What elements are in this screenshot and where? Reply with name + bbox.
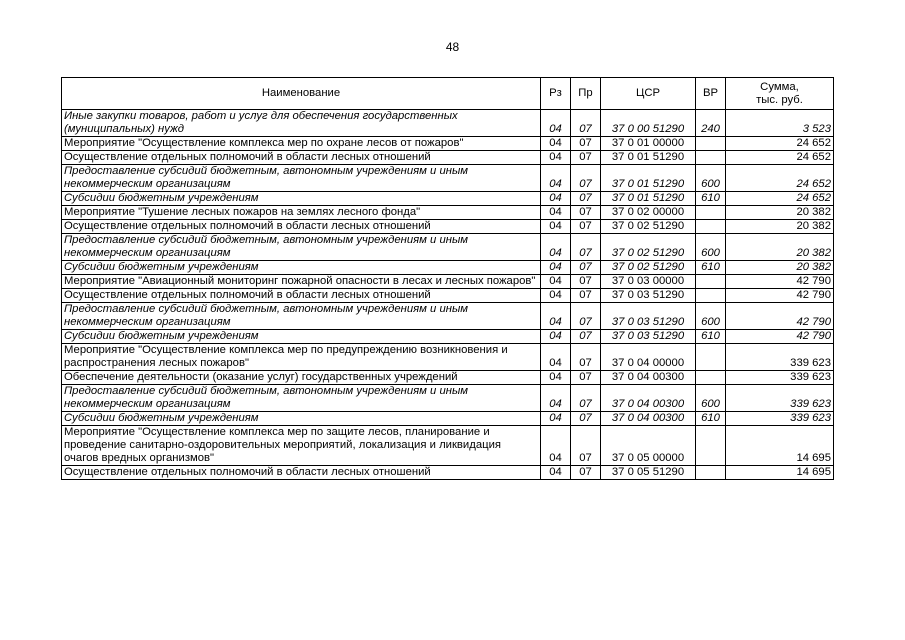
cell-name: Предоставление субсидий бюджетным, автономным учреждениям и иным некоммерческим организациям [62, 165, 541, 192]
cell-name: Предоставление субсидий бюджетным, автономным учреждениям и иным некоммерческим организациям [62, 303, 541, 330]
header-vr: ВР [696, 78, 726, 110]
cell-vr [696, 220, 726, 234]
cell-name: Осуществление отдельных полномочий в области лесных отношений [62, 220, 541, 234]
cell-sum: 3 523 [726, 110, 834, 137]
cell-vr [696, 206, 726, 220]
cell-vr: 610 [696, 330, 726, 344]
table-row [62, 261, 834, 275]
cell-name: Осуществление отдельных полномочий в области лесных отношений [62, 466, 541, 480]
cell-pr: 07 [571, 344, 601, 371]
table-row [62, 330, 834, 344]
cell-rz: 04 [541, 303, 571, 330]
cell-name: Осуществление отдельных полномочий в области лесных отношений [62, 289, 541, 303]
cell-vr [696, 137, 726, 151]
cell-csr: 37 0 04 00300 [601, 412, 696, 426]
cell-rz: 04 [541, 344, 571, 371]
cell-sum: 339 623 [726, 412, 834, 426]
table-row [62, 289, 834, 303]
cell-pr: 07 [571, 261, 601, 275]
cell-pr: 07 [571, 165, 601, 192]
cell-sum: 42 790 [726, 275, 834, 289]
cell-csr: 37 0 03 51290 [601, 289, 696, 303]
header-sum [726, 78, 834, 110]
cell-rz: 04 [541, 426, 571, 466]
cell-sum: 42 790 [726, 303, 834, 330]
table-body [62, 110, 834, 480]
cell-name: Иные закупки товаров, работ и услуг для обеспечения государственных (муниципальных) нужд [62, 110, 541, 137]
cell-sum: 14 695 [726, 466, 834, 480]
cell-vr: 600 [696, 303, 726, 330]
cell-sum: 339 623 [726, 371, 834, 385]
cell-vr [696, 289, 726, 303]
budget-table [61, 77, 834, 480]
cell-name: Осуществление отдельных полномочий в области лесных отношений [62, 151, 541, 165]
cell-vr [696, 344, 726, 371]
cell-csr: 37 0 01 00000 [601, 137, 696, 151]
cell-vr [696, 151, 726, 165]
cell-rz: 04 [541, 192, 571, 206]
table-row [62, 303, 834, 330]
cell-sum: 42 790 [726, 289, 834, 303]
cell-rz: 04 [541, 261, 571, 275]
cell-pr: 07 [571, 220, 601, 234]
cell-pr: 07 [571, 466, 601, 480]
cell-csr: 37 0 02 51290 [601, 234, 696, 261]
cell-rz: 04 [541, 466, 571, 480]
cell-sum: 20 382 [726, 206, 834, 220]
cell-rz: 04 [541, 330, 571, 344]
cell-rz: 04 [541, 110, 571, 137]
cell-pr: 07 [571, 110, 601, 137]
cell-name: Субсидии бюджетным учреждениям [62, 330, 541, 344]
cell-rz: 04 [541, 275, 571, 289]
cell-csr: 37 0 00 51290 [601, 110, 696, 137]
table-header-row [62, 78, 834, 110]
cell-vr: 600 [696, 165, 726, 192]
cell-csr: 37 0 04 00300 [601, 385, 696, 412]
cell-name: Мероприятие "Авиационный мониторинг пожарной опасности в лесах и лесных пожаров" [62, 275, 541, 289]
cell-name: Субсидии бюджетным учреждениям [62, 261, 541, 275]
cell-rz: 04 [541, 371, 571, 385]
cell-name: Предоставление субсидий бюджетным, автономным учреждениям и иным некоммерческим организациям [62, 385, 541, 412]
cell-csr: 37 0 01 51290 [601, 192, 696, 206]
page-number: 48 [445, 40, 460, 54]
cell-vr [696, 371, 726, 385]
cell-name: Субсидии бюджетным учреждениям [62, 192, 541, 206]
cell-name: Субсидии бюджетным учреждениям [62, 412, 541, 426]
cell-name: Мероприятие "Осуществление комплекса мер по защите лесов, планирование и проведение санитарно-оздоровительных мероприятий, локализация и ликвидация очагов вредных организмов" [62, 426, 541, 466]
cell-sum: 339 623 [726, 344, 834, 371]
table-row [62, 137, 834, 151]
header-sum-line2: тыс. руб. [756, 93, 803, 106]
cell-sum: 14 695 [726, 426, 834, 466]
cell-pr: 07 [571, 234, 601, 261]
cell-sum: 24 652 [726, 165, 834, 192]
cell-csr: 37 0 05 51290 [601, 466, 696, 480]
cell-pr: 07 [571, 330, 601, 344]
cell-sum: 24 652 [726, 151, 834, 165]
cell-sum: 339 623 [726, 385, 834, 412]
cell-vr [696, 426, 726, 466]
cell-csr: 37 0 02 51290 [601, 220, 696, 234]
cell-rz: 04 [541, 220, 571, 234]
table-row [62, 371, 834, 385]
cell-csr: 37 0 01 51290 [601, 151, 696, 165]
cell-pr: 07 [571, 289, 601, 303]
cell-csr: 37 0 02 00000 [601, 206, 696, 220]
cell-rz: 04 [541, 151, 571, 165]
cell-sum: 20 382 [726, 234, 834, 261]
cell-vr [696, 275, 726, 289]
table-row [62, 206, 834, 220]
cell-pr: 07 [571, 303, 601, 330]
cell-csr: 37 0 04 00000 [601, 344, 696, 371]
cell-csr: 37 0 03 51290 [601, 303, 696, 330]
cell-rz: 04 [541, 165, 571, 192]
header-csr: ЦСР [601, 78, 696, 110]
cell-vr: 240 [696, 110, 726, 137]
header-pr: Пр [571, 78, 601, 110]
header-sum-line1: Сумма, [760, 80, 799, 93]
table-row [62, 165, 834, 192]
cell-rz: 04 [541, 234, 571, 261]
table-row [62, 192, 834, 206]
cell-pr: 07 [571, 385, 601, 412]
cell-vr: 610 [696, 412, 726, 426]
table-row [62, 234, 834, 261]
table-row [62, 151, 834, 165]
table-row [62, 275, 834, 289]
table-row [62, 110, 834, 137]
cell-sum: 24 652 [726, 192, 834, 206]
table-row [62, 220, 834, 234]
cell-rz: 04 [541, 137, 571, 151]
cell-name: Обеспечение деятельности (оказание услуг) государственных учреждений [62, 371, 541, 385]
table-row [62, 466, 834, 480]
cell-name: Предоставление субсидий бюджетным, автономным учреждениям и иным некоммерческим организациям [62, 234, 541, 261]
cell-csr: 37 0 02 51290 [601, 261, 696, 275]
cell-vr: 600 [696, 385, 726, 412]
cell-sum: 20 382 [726, 261, 834, 275]
cell-vr: 610 [696, 192, 726, 206]
cell-name: Мероприятие "Тушение лесных пожаров на землях лесного фонда" [62, 206, 541, 220]
cell-pr: 07 [571, 426, 601, 466]
cell-sum: 20 382 [726, 220, 834, 234]
cell-vr: 610 [696, 261, 726, 275]
cell-rz: 04 [541, 412, 571, 426]
cell-pr: 07 [571, 412, 601, 426]
table-row [62, 412, 834, 426]
cell-name: Мероприятие "Осуществление комплекса мер по предупреждению возникновения и распространения лесных пожаров" [62, 344, 541, 371]
cell-pr: 07 [571, 275, 601, 289]
cell-sum: 24 652 [726, 137, 834, 151]
table-row [62, 344, 834, 371]
table-row [62, 426, 834, 466]
cell-csr: 37 0 05 00000 [601, 426, 696, 466]
cell-pr: 07 [571, 192, 601, 206]
cell-pr: 07 [571, 206, 601, 220]
cell-csr: 37 0 03 51290 [601, 330, 696, 344]
header-name: Наименование [62, 78, 541, 110]
cell-csr: 37 0 04 00300 [601, 371, 696, 385]
header-rz: Рз [541, 78, 571, 110]
cell-csr: 37 0 01 51290 [601, 165, 696, 192]
cell-rz: 04 [541, 206, 571, 220]
cell-vr [696, 466, 726, 480]
cell-csr: 37 0 03 00000 [601, 275, 696, 289]
cell-pr: 07 [571, 137, 601, 151]
cell-rz: 04 [541, 385, 571, 412]
table-row [62, 385, 834, 412]
cell-name: Мероприятие "Осуществление комплекса мер по охране лесов от пожаров" [62, 137, 541, 151]
cell-pr: 07 [571, 371, 601, 385]
cell-rz: 04 [541, 289, 571, 303]
cell-vr: 600 [696, 234, 726, 261]
cell-sum: 42 790 [726, 330, 834, 344]
cell-pr: 07 [571, 151, 601, 165]
